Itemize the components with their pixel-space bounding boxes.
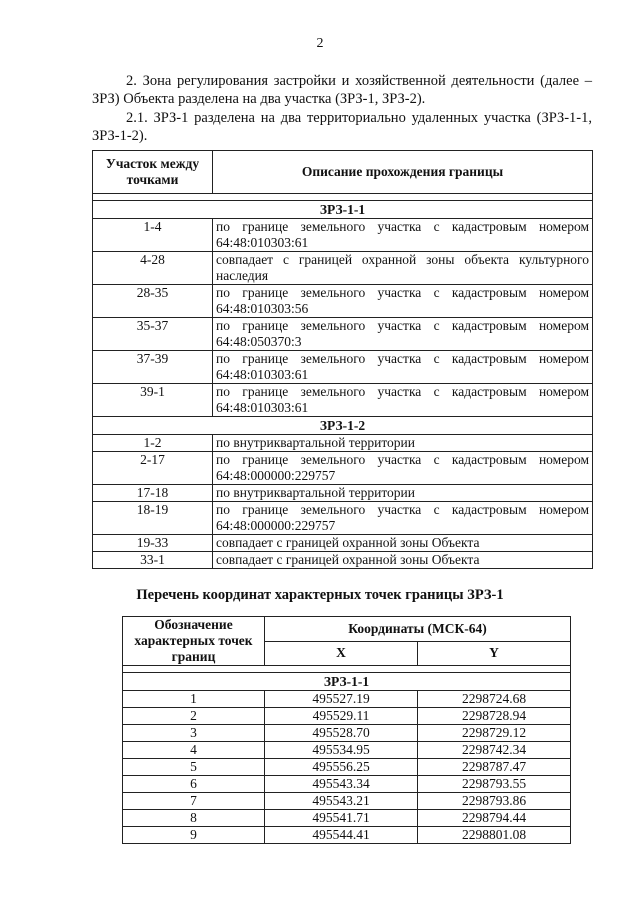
table-row <box>93 285 593 318</box>
table-row <box>93 384 593 417</box>
y-cell: 2298742.34 <box>418 742 571 759</box>
table-row <box>93 502 593 535</box>
table-row <box>123 691 571 708</box>
paragraph-zrz1-split <box>92 109 592 145</box>
y-cell: 2298729.12 <box>418 725 571 742</box>
x-cell: 495556.25 <box>265 759 418 776</box>
y-cell: 2298793.86 <box>418 793 571 810</box>
spacer-row <box>123 666 571 673</box>
table-row <box>93 252 593 285</box>
coords-heading: Перечень координат характерных точек границы ЗРЗ-1 <box>136 587 504 603</box>
segment-cell: 18-19 <box>93 502 213 535</box>
y-cell: 2298794.44 <box>418 810 571 827</box>
table-row <box>93 485 593 502</box>
description-cell: по границе земельного участка с кадастровым номером 64:48:010303:61 <box>213 351 593 384</box>
x-cell: 495541.71 <box>265 810 418 827</box>
table-row <box>123 776 571 793</box>
header-segment: Участок между точками <box>93 151 213 194</box>
point-cell: 4 <box>123 742 265 759</box>
segment-cell: 35-37 <box>93 318 213 351</box>
table-row <box>93 318 593 351</box>
section-row <box>123 673 571 691</box>
coordinates-table <box>122 616 571 844</box>
section-row <box>93 201 593 219</box>
description-cell: по границе земельного участка с кадастровым номером 64:48:010303:61 <box>213 219 593 252</box>
header-y: Y <box>418 641 571 666</box>
section-title: ЗРЗ-1-1 <box>93 201 593 219</box>
point-cell: 8 <box>123 810 265 827</box>
point-cell: 2 <box>123 708 265 725</box>
paragraph-text: 2. Зона регулирования застройки и хозяйственной деятельности (далее – ЗРЗ) Объекта разделена на два участка (ЗРЗ-1, ЗРЗ-2). <box>92 73 592 107</box>
paragraph-text: 2.1. ЗРЗ-1 разделена на два территориально удаленных участка (ЗРЗ-1-1, ЗРЗ-1-2). <box>92 110 592 144</box>
table-row <box>123 810 571 827</box>
spacer-row <box>93 194 593 201</box>
description-cell: по границе земельного участка с кадастровым номером 64:48:000000:229757 <box>213 452 593 485</box>
segment-cell: 33-1 <box>93 552 213 569</box>
section-title: ЗРЗ-1-1 <box>123 673 571 691</box>
point-cell: 6 <box>123 776 265 793</box>
segment-cell: 2-17 <box>93 452 213 485</box>
y-cell: 2298728.94 <box>418 708 571 725</box>
boundary-table <box>92 150 593 569</box>
point-cell: 7 <box>123 793 265 810</box>
table-row <box>123 793 571 810</box>
x-cell: 495543.34 <box>265 776 418 793</box>
description-cell: по границе земельного участка с кадастровым номером 64:48:010303:61 <box>213 384 593 417</box>
header-designation: Обозначение характерных точек границ <box>123 617 265 666</box>
header-x: X <box>265 641 418 666</box>
y-cell: 2298787.47 <box>418 759 571 776</box>
header-coordinates: Координаты (МСК-64) <box>265 617 571 642</box>
segment-cell: 28-35 <box>93 285 213 318</box>
table-row <box>93 552 593 569</box>
segment-cell: 37-39 <box>93 351 213 384</box>
header-description: Описание прохождения границы <box>213 151 593 194</box>
table-row <box>93 535 593 552</box>
point-cell: 5 <box>123 759 265 776</box>
page-number: 2 <box>316 36 324 51</box>
segment-cell: 1-2 <box>93 435 213 452</box>
table-row <box>93 435 593 452</box>
table-row <box>93 351 593 384</box>
x-cell: 495543.21 <box>265 793 418 810</box>
x-cell: 495544.41 <box>265 827 418 844</box>
segment-cell: 1-4 <box>93 219 213 252</box>
point-cell: 1 <box>123 691 265 708</box>
table-row <box>123 708 571 725</box>
x-cell: 495527.19 <box>265 691 418 708</box>
description-cell: совпадает с границей охранной зоны объекта культурного наследия <box>213 252 593 285</box>
point-cell: 3 <box>123 725 265 742</box>
table-row <box>93 219 593 252</box>
table-row <box>123 759 571 776</box>
description-cell: по внутриквартальной территории <box>213 435 593 452</box>
table-row <box>123 827 571 844</box>
y-cell: 2298801.08 <box>418 827 571 844</box>
description-cell: совпадает с границей охранной зоны Объекта <box>213 552 593 569</box>
description-cell: совпадает с границей охранной зоны Объекта <box>213 535 593 552</box>
segment-cell: 39-1 <box>93 384 213 417</box>
point-cell: 9 <box>123 827 265 844</box>
x-cell: 495528.70 <box>265 725 418 742</box>
table-row <box>93 452 593 485</box>
description-cell: по границе земельного участка с кадастровым номером 64:48:000000:229757 <box>213 502 593 535</box>
x-cell: 495534.95 <box>265 742 418 759</box>
description-cell: по границе земельного участка с кадастровым номером 64:48:010303:56 <box>213 285 593 318</box>
segment-cell: 17-18 <box>93 485 213 502</box>
y-cell: 2298793.55 <box>418 776 571 793</box>
x-cell: 495529.11 <box>265 708 418 725</box>
description-cell: по внутриквартальной территории <box>213 485 593 502</box>
table-row <box>123 725 571 742</box>
description-cell: по границе земельного участка с кадастровым номером 64:48:050370:3 <box>213 318 593 351</box>
segment-cell: 19-33 <box>93 535 213 552</box>
paragraph-zone-description <box>92 72 592 108</box>
section-title: ЗРЗ-1-2 <box>93 417 593 435</box>
segment-cell: 4-28 <box>93 252 213 285</box>
section-row <box>93 417 593 435</box>
y-cell: 2298724.68 <box>418 691 571 708</box>
table-row <box>123 742 571 759</box>
